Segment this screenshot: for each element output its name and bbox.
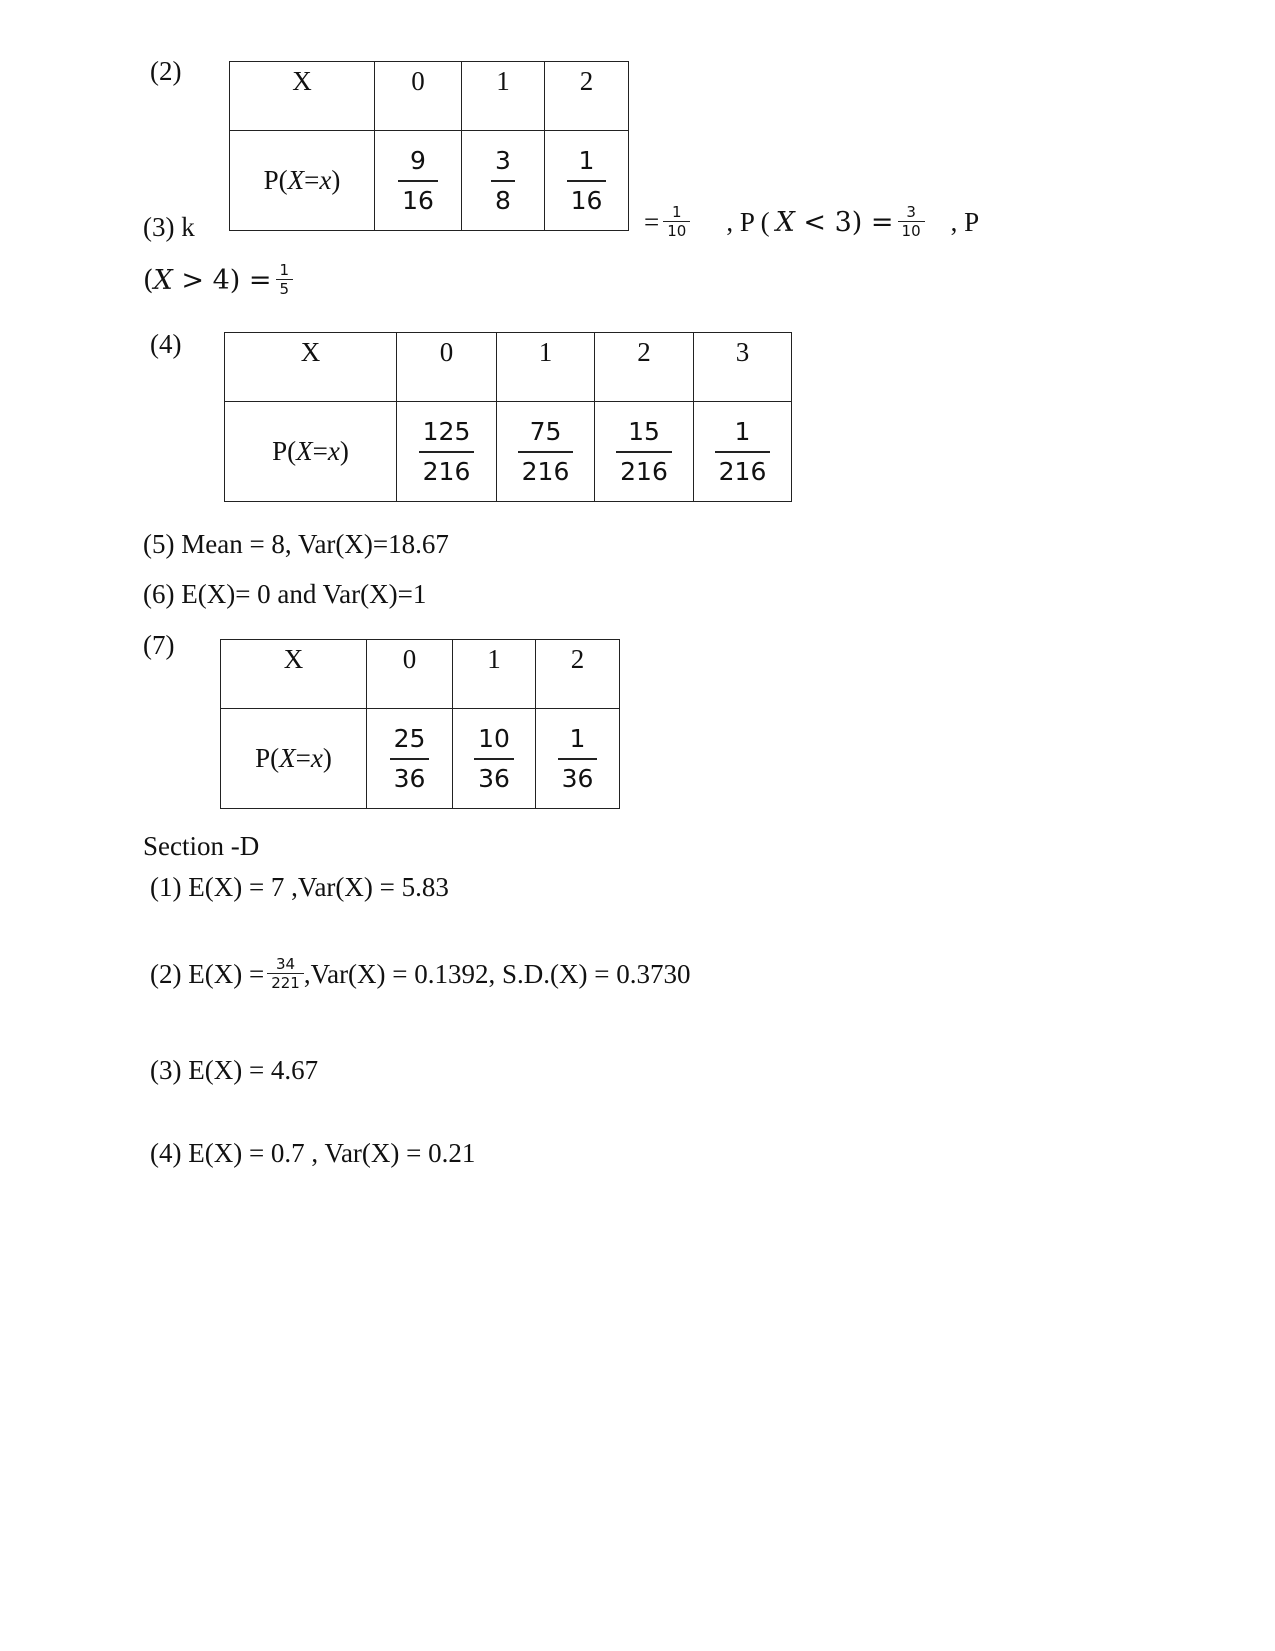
x-value: 0 [367,640,453,709]
answer-2-prefix: (2) E(X) = [150,958,265,989]
p-more-prefix: , P [950,206,980,237]
question-5-answer: (5) Mean = 8, Var(X)=18.67 [143,529,449,559]
p-more-var: X [153,264,173,296]
question-2-label: (2) [150,56,182,86]
question-6-answer: (6) E(X)= 0 and Var(X)=1 [143,579,427,609]
p-less-prefix: , P ( [726,206,770,237]
probability-cell: $\frac{125}{216}$ [397,402,497,502]
p-more-rel: > 4) = [181,264,272,296]
x-value: 1 [462,62,545,131]
x-value: 1 [497,333,595,402]
section-d-answer-2 [150,957,691,991]
probability-cell: $\frac{25}{36}$ [367,709,453,809]
x-header: X [221,640,367,709]
probability-cell: $\frac{15}{216}$ [595,402,694,502]
section-d-answer-4: (4) E(X) = 0.7 , Var(X) = 0.21 [150,1138,476,1168]
distribution-table-q7 [220,639,620,809]
x-header: X [230,62,375,131]
x-value: 3 [694,333,792,402]
x-value: 2 [545,62,629,131]
answer-2-fraction: $\frac{34}{221}$ [267,957,304,991]
section-d-answer-3: (3) E(X) = 4.67 [150,1055,319,1085]
p-less-fraction: $\frac{3}{10}$ [898,205,925,239]
probability-header [230,131,375,231]
question-7-label: (7) [143,630,175,660]
equals-sign: = [644,206,660,237]
x-value: 0 [375,62,462,131]
probability-cell: $\frac{1}{216}$ [694,402,792,502]
question-4-label: (4) [150,329,182,359]
probability-cell: $\frac{10}{36}$ [453,709,536,809]
probability-cell: $\frac{9}{16}$ [375,131,462,231]
section-d-title: Section -D [143,831,260,861]
distribution-table-q4 [224,332,792,502]
distribution-table-q2 [229,61,629,231]
p-label: P(X=x) [263,165,341,195]
probability-header [221,709,367,809]
answer-2-suffix: ,Var(X) = 0.1392, S.D.(X) = 0.3730 [303,958,691,989]
p-more-fraction: $\frac{1}{5}$ [276,263,294,297]
x-value: 0 [397,333,497,402]
probability-cell: $\frac{1}{16}$ [545,131,629,231]
probability-cell: $\frac{75}{216}$ [497,402,595,502]
p-less-rel: < 3) = [803,206,894,238]
probability-cell: $\frac{3}{8}$ [462,131,545,231]
x-value: 1 [453,640,536,709]
q3-answer-line-2: (X > 4) = $\frac{1}{5}$ [143,263,293,297]
x-value: 2 [536,640,620,709]
k-fraction: $\frac{1}{10}$ [663,205,690,239]
x-value: 2 [595,333,694,402]
q3-answer-line [644,205,979,239]
probability-cell: $\frac{1}{36}$ [536,709,620,809]
question-3-label: (3) k [143,212,195,242]
section-d-answer-1: (1) E(X) = 7 ,Var(X) = 5.83 [150,872,449,902]
probability-header [225,402,397,502]
p-label: P(X=x) [255,743,332,773]
p-label: P(X=x) [272,436,349,466]
p-less-var: X [775,206,795,238]
x-header: X [225,333,397,402]
